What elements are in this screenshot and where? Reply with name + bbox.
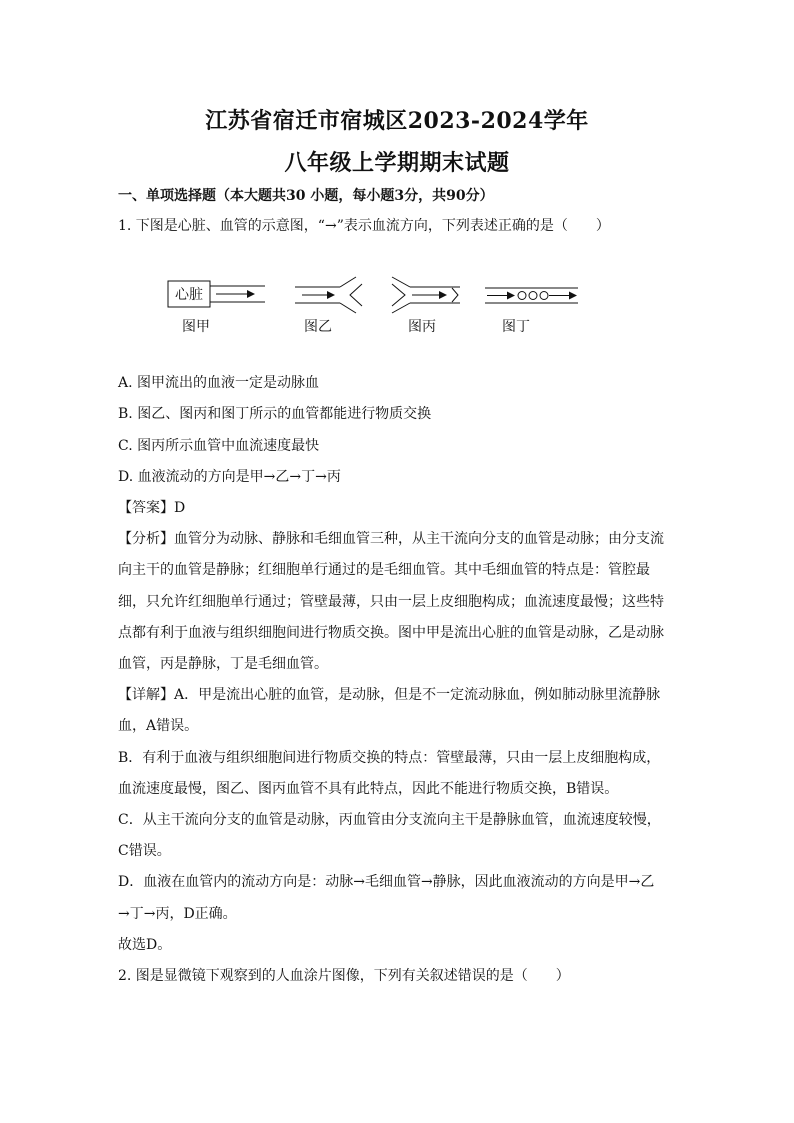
option-c: C. 图丙所示血管中血流速度最快 bbox=[118, 438, 320, 454]
question-1-stem: 1. 下图是心脏、血管的示意图，“→”表示血流方向，下列表述正确的是（ ） bbox=[118, 218, 610, 234]
figure-label-yi: 图乙 bbox=[304, 319, 332, 335]
section-heading: 一、单项选择题（本大题共30 小题，每小题3分，共90分） bbox=[118, 188, 494, 204]
heart-label: 心脏 bbox=[175, 287, 203, 303]
red-blood-cell bbox=[540, 292, 548, 300]
figure-jia bbox=[168, 281, 265, 335]
figure-label-ding: 图丁 bbox=[502, 319, 530, 335]
detail-line: C．从主干流向分支的血管是动脉，丙血管由分支流向主干是静脉血管，血流速度较慢， bbox=[118, 812, 661, 828]
analysis-line: 细，只允许红细胞单行通过；管壁最薄，只由一层上皮细胞构成；血流速度最慢；这些特 bbox=[118, 594, 664, 610]
detail-line: B．有利于血液与组织细胞间进行物质交换的特点：管壁最薄，只由一层上皮细胞构成， bbox=[118, 750, 661, 766]
answer-line: 【答案】D bbox=[118, 500, 186, 516]
red-blood-cell bbox=[529, 292, 537, 300]
analysis-line: 向主干的血管是静脉；红细胞单行通过的是毛细血管。其中毛细血管的特点是：管腔最 bbox=[118, 562, 650, 578]
analysis-line: 血管，丙是静脉，丁是毛细血管。 bbox=[118, 656, 328, 672]
figure-yi bbox=[295, 277, 362, 335]
blood-vessel-diagram bbox=[160, 272, 600, 342]
detail-line: C错误。 bbox=[118, 843, 171, 859]
figure-label-bing: 图丙 bbox=[408, 319, 436, 335]
question-2-stem: 2. 图是显微镜下观察到的人血涂片图像，下列有关叙述错误的是（ ） bbox=[118, 968, 570, 984]
figure-ding bbox=[485, 288, 578, 335]
page-subtitle: 八年级上学期期末试题 bbox=[284, 150, 510, 176]
page-title: 江苏省宿迁市宿城区2023-2024学年 bbox=[205, 108, 589, 134]
detail-line: 血，A错误。 bbox=[118, 718, 199, 734]
detail-line: 【详解】A．甲是流出心脏的血管，是动脉，但是不一定流动脉血，例如肺动脉里流静脉 bbox=[118, 687, 661, 703]
analysis-line: 点都有利于血液与组织细胞间进行物质交换。图中甲是流出心脏的血管是动脉，乙是动脉 bbox=[118, 625, 664, 641]
detail-line: →丁→丙，D正确。 bbox=[118, 906, 237, 922]
option-a: A. 图甲流出的血液一定是动脉血 bbox=[118, 375, 320, 391]
red-blood-cell bbox=[518, 292, 526, 300]
detail-line: D．血液在血管内的流动方向是：动脉→毛细血管→静脉，因此血液流动的方向是甲→乙 bbox=[118, 874, 655, 890]
figure-bing bbox=[392, 277, 460, 335]
detail-line: 血流速度最慢，图乙、图丙血管不具有此特点，因此不能进行物质交换，B错误。 bbox=[118, 781, 619, 797]
analysis-line: 【分析】血管分为动脉、静脉和毛细血管三种，从主干流向分支的血管是动脉；由分支流 bbox=[118, 531, 664, 547]
option-d: D. 血液流动的方向是甲→乙→丁→丙 bbox=[118, 469, 341, 485]
detail-line: 故选D。 bbox=[118, 937, 172, 953]
figure-label-jia: 图甲 bbox=[182, 319, 210, 335]
option-b: B. 图乙、图丙和图丁所示的血管都能进行物质交换 bbox=[118, 406, 432, 422]
